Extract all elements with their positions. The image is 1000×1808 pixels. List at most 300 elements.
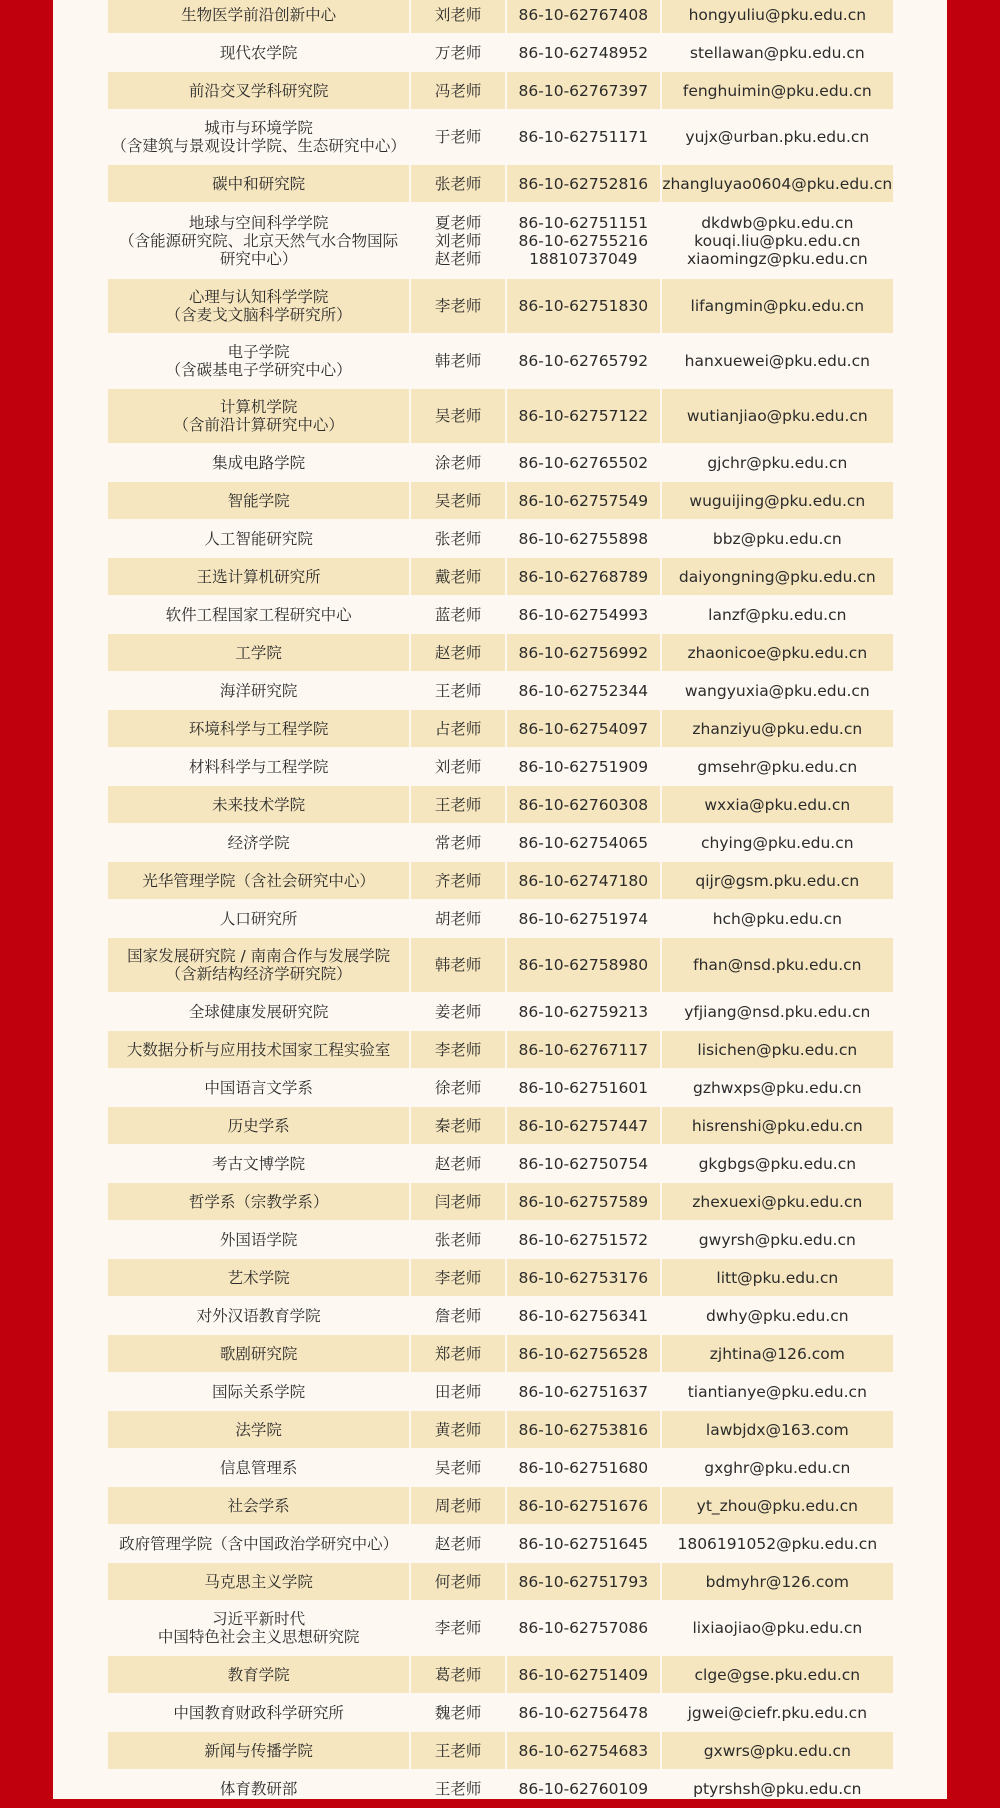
phone-cell-text: 86-10-62754065	[518, 833, 649, 852]
phone-cell-text: 18810737049	[529, 249, 638, 268]
contact-cell	[411, 1259, 505, 1296]
phone-cell-text: 86-10-62756478	[518, 1703, 649, 1722]
contact-cell-text: 魏老师	[434, 1703, 482, 1722]
unit-cell-text: 研究中心）	[219, 249, 298, 268]
phone-cell	[507, 748, 660, 785]
phone-cell-text: 86-10-62756341	[518, 1306, 649, 1325]
email-cell-text[interactable]: qijr@gsm.pku.edu.cn	[695, 871, 860, 890]
email-cell-text[interactable]: hongyuliu@pku.edu.cn	[688, 5, 867, 24]
table-row	[108, 1107, 893, 1144]
phone-cell	[507, 1221, 660, 1258]
phone-cell	[507, 824, 660, 861]
phone-cell	[507, 1563, 660, 1600]
contact-cell	[411, 596, 505, 633]
unit-cell-text: 环境科学与工程学院	[188, 719, 329, 738]
phone-cell	[507, 1335, 660, 1372]
unit-cell-text: 经济学院	[227, 833, 290, 852]
unit-cell-text: 习近平新时代	[212, 1610, 306, 1628]
unit-cell-text: 材料科学与工程学院	[188, 757, 329, 776]
email-cell-text[interactable]: yfjiang@nsd.pku.edu.cn	[684, 1002, 871, 1021]
email-cell-text[interactable]: hanxuewei@pku.edu.cn	[684, 352, 870, 370]
email-cell-text[interactable]: litt@pku.edu.cn	[716, 1268, 839, 1287]
unit-cell-text: 新闻与传播学院	[204, 1741, 313, 1760]
contact-cell	[411, 672, 505, 709]
phone-cell	[507, 482, 660, 519]
phone-cell-text: 86-10-62751909	[518, 757, 649, 776]
email-cell	[662, 1069, 893, 1106]
contact-cell	[411, 900, 505, 937]
unit-cell	[108, 1297, 409, 1334]
contact-cell-text: 赵老师	[434, 249, 482, 268]
email-cell-text[interactable]: dkdwb@pku.edu.cn	[701, 213, 854, 232]
table-row	[108, 1732, 893, 1769]
email-cell	[662, 110, 893, 164]
table-row	[108, 1297, 893, 1334]
email-cell-text[interactable]: kouqi.liu@pku.edu.cn	[694, 231, 861, 250]
contact-cell	[411, 862, 505, 899]
email-cell-text[interactable]: dwhy@pku.edu.cn	[706, 1306, 849, 1325]
contact-table	[108, 0, 893, 1808]
contact-cell-text: 李老师	[434, 1619, 482, 1637]
contact-cell	[411, 1145, 505, 1182]
phone-cell-text: 86-10-62755898	[518, 529, 649, 548]
table-row	[108, 1335, 893, 1372]
unit-cell	[108, 520, 409, 557]
email-cell	[662, 596, 893, 633]
phone-cell-text: 86-10-62760308	[518, 795, 649, 814]
phone-cell-text: 86-10-62756992	[518, 643, 649, 662]
contact-cell-text: 齐老师	[434, 871, 482, 890]
contact-cell-text: 刘老师	[434, 231, 482, 250]
unit-cell-text: 考古文博学院	[212, 1154, 306, 1173]
unit-cell-text: 碳中和研究院	[212, 174, 306, 193]
contact-cell-text: 闫老师	[434, 1192, 482, 1211]
phone-cell	[507, 1031, 660, 1068]
email-cell-text[interactable]: fenghuimin@pku.edu.cn	[682, 81, 872, 100]
phone-cell-text: 86-10-62753816	[518, 1420, 649, 1439]
table-row	[108, 1183, 893, 1220]
unit-cell	[108, 596, 409, 633]
email-cell	[662, 1525, 893, 1562]
email-cell-text[interactable]: fhan@nsd.pku.edu.cn	[693, 956, 862, 974]
phone-cell-text: 86-10-62753176	[518, 1268, 649, 1287]
unit-cell-text: 前沿交叉学科研究院	[188, 81, 329, 100]
contact-cell	[411, 1770, 505, 1807]
unit-cell-text: 歌剧研究院	[219, 1344, 298, 1363]
contact-cell	[411, 0, 505, 33]
unit-cell	[108, 1525, 409, 1562]
contact-cell	[411, 1107, 505, 1144]
email-cell	[662, 1259, 893, 1296]
phone-cell-text: 86-10-62756528	[518, 1344, 649, 1363]
contact-cell-text: 韩老师	[434, 352, 482, 370]
email-cell	[662, 558, 893, 595]
unit-cell	[108, 1656, 409, 1693]
unit-cell	[108, 203, 409, 278]
email-cell	[662, 72, 893, 109]
email-cell	[662, 1373, 893, 1410]
contact-cell-text: 黄老师	[434, 1420, 482, 1439]
contact-cell	[411, 1732, 505, 1769]
email-cell-text[interactable]: gxghr@pku.edu.cn	[704, 1458, 851, 1477]
email-cell-text[interactable]: zjhtina@126.com	[709, 1344, 845, 1363]
unit-cell	[108, 1563, 409, 1600]
unit-cell-text: 信息管理系	[219, 1458, 298, 1477]
table-row	[108, 1373, 893, 1410]
unit-cell	[108, 482, 409, 519]
contact-cell	[411, 993, 505, 1030]
contact-cell	[411, 1411, 505, 1448]
table-row	[108, 279, 893, 333]
email-cell-text[interactable]: 1806191052@pku.edu.cn	[677, 1534, 878, 1553]
email-cell-text[interactable]: tiantianye@pku.edu.cn	[687, 1382, 867, 1401]
contact-cell-text: 张老师	[434, 529, 482, 548]
phone-cell	[507, 558, 660, 595]
contact-cell	[411, 938, 505, 992]
email-cell-text[interactable]: zhangluyao0604@pku.edu.cn	[662, 174, 893, 193]
unit-cell-text: 哲学系（宗教学系）	[188, 1192, 329, 1211]
email-cell	[662, 710, 893, 747]
contact-cell-text: 刘老师	[434, 5, 482, 24]
email-cell	[662, 279, 893, 333]
email-cell	[662, 1770, 893, 1807]
table-row	[108, 1525, 893, 1562]
unit-cell	[108, 1031, 409, 1068]
contact-cell	[411, 1563, 505, 1600]
phone-cell	[507, 938, 660, 992]
email-cell-text[interactable]: gwyrsh@pku.edu.cn	[698, 1230, 856, 1249]
contact-cell	[411, 1221, 505, 1258]
email-cell-text[interactable]: bdmyhr@126.com	[705, 1572, 849, 1591]
contact-cell	[411, 482, 505, 519]
table-row	[108, 558, 893, 595]
unit-cell	[108, 748, 409, 785]
unit-cell-text: 外国语学院	[219, 1230, 298, 1249]
contact-cell	[411, 748, 505, 785]
email-cell	[662, 1411, 893, 1448]
email-cell-text[interactable]: stellawan@pku.edu.cn	[689, 43, 865, 62]
email-cell-text[interactable]: clge@gse.pku.edu.cn	[694, 1665, 861, 1684]
email-cell-text[interactable]: gjchr@pku.edu.cn	[707, 453, 848, 472]
contact-cell	[411, 444, 505, 481]
email-cell-text[interactable]: wxxia@pku.edu.cn	[704, 795, 851, 814]
contact-cell	[411, 203, 505, 278]
unit-cell-text: 现代农学院	[219, 43, 298, 62]
unit-cell-text: 地球与空间科学学院	[188, 213, 329, 232]
email-cell	[662, 1449, 893, 1486]
table-row	[108, 1656, 893, 1693]
phone-cell	[507, 710, 660, 747]
unit-cell-text: （含建筑与景观设计学院、生态研究中心）	[111, 137, 406, 155]
table-row	[108, 900, 893, 937]
unit-cell	[108, 1107, 409, 1144]
unit-cell-text: 法学院	[235, 1420, 282, 1439]
contact-cell-text: 吴老师	[434, 1458, 482, 1477]
contact-cell-text: 韩老师	[434, 956, 482, 974]
contact-cell	[411, 1449, 505, 1486]
phone-cell	[507, 1259, 660, 1296]
contact-cell	[411, 824, 505, 861]
contact-cell	[411, 786, 505, 823]
unit-cell	[108, 710, 409, 747]
table-row	[108, 748, 893, 785]
phone-cell-text: 86-10-62751830	[518, 297, 649, 315]
unit-cell	[108, 389, 409, 443]
phone-cell	[507, 672, 660, 709]
email-cell	[662, 824, 893, 861]
unit-cell	[108, 824, 409, 861]
unit-cell	[108, 165, 409, 202]
email-cell-text[interactable]: ptyrshsh@pku.edu.cn	[693, 1779, 862, 1798]
unit-cell-text: 心理与认知科学学院	[188, 288, 329, 306]
unit-cell	[108, 334, 409, 388]
email-cell	[662, 672, 893, 709]
email-cell	[662, 1183, 893, 1220]
phone-cell-text: 86-10-62747180	[518, 871, 649, 890]
email-cell-text[interactable]: zhaonicoe@pku.edu.cn	[687, 643, 868, 662]
contact-cell	[411, 1373, 505, 1410]
phone-cell-text: 86-10-62757549	[518, 491, 649, 510]
email-cell-text[interactable]: xiaomingz@pku.edu.cn	[686, 249, 868, 268]
email-cell-text[interactable]: zhanziyu@pku.edu.cn	[692, 719, 863, 738]
contact-cell-text: 徐老师	[434, 1078, 482, 1097]
phone-cell	[507, 334, 660, 388]
unit-cell-text: 国际关系学院	[212, 1382, 306, 1401]
phone-cell-text: 86-10-62750754	[518, 1154, 649, 1173]
unit-cell-text: 人口研究所	[219, 909, 298, 928]
email-cell	[662, 900, 893, 937]
email-cell-text[interactable]: jgwei@ciefr.pku.edu.cn	[687, 1703, 868, 1722]
email-cell-text[interactable]: bbz@pku.edu.cn	[712, 529, 842, 548]
phone-cell-text: 86-10-62751645	[518, 1534, 649, 1553]
email-cell-text[interactable]: yujx@urban.pku.edu.cn	[685, 128, 870, 146]
phone-cell-text: 86-10-62754683	[518, 1741, 649, 1760]
contact-cell	[411, 1525, 505, 1562]
unit-cell-text: 海洋研究院	[219, 681, 298, 700]
unit-cell-text: 智能学院	[227, 491, 290, 510]
phone-cell	[507, 72, 660, 109]
unit-cell-text: （含碳基电子学研究中心）	[165, 361, 352, 379]
table-row	[108, 1069, 893, 1106]
unit-cell-text: （含前沿计算研究中心）	[173, 416, 344, 434]
table-row	[108, 444, 893, 481]
contact-cell	[411, 1031, 505, 1068]
unit-cell	[108, 900, 409, 937]
unit-cell	[108, 1487, 409, 1524]
unit-cell	[108, 34, 409, 71]
unit-cell-text: 社会学系	[227, 1496, 290, 1515]
contact-cell-text: 张老师	[434, 1230, 482, 1249]
contact-cell-text: 戴老师	[434, 567, 482, 586]
table-row	[108, 72, 893, 109]
email-cell	[662, 389, 893, 443]
unit-cell	[108, 1335, 409, 1372]
email-cell	[662, 1221, 893, 1258]
unit-cell-text: 计算机学院	[219, 398, 298, 416]
contact-cell-text: 王老师	[434, 681, 482, 700]
email-cell-text[interactable]: lanzf@pku.edu.cn	[708, 605, 847, 624]
email-cell	[662, 862, 893, 899]
unit-cell-text: 城市与环境学院	[204, 119, 313, 137]
email-cell	[662, 482, 893, 519]
phone-cell	[507, 203, 660, 278]
email-cell-text[interactable]: hisrenshi@pku.edu.cn	[691, 1116, 863, 1135]
contact-cell-text: 占老师	[434, 719, 482, 738]
phone-cell	[507, 1183, 660, 1220]
unit-cell-text: 电子学院	[227, 343, 290, 361]
phone-cell	[507, 1297, 660, 1334]
contact-cell-text: 王老师	[434, 1779, 482, 1798]
phone-cell	[507, 1373, 660, 1410]
phone-cell-text: 86-10-62767397	[518, 81, 649, 100]
contact-cell-text: 吴老师	[434, 407, 482, 425]
email-cell	[662, 165, 893, 202]
unit-cell-text: 体育教研部	[219, 1779, 298, 1798]
table-row	[108, 1770, 893, 1807]
phone-cell	[507, 1449, 660, 1486]
unit-cell-text: 政府管理学院（含中国政治学研究中心）	[119, 1534, 399, 1553]
email-cell-text[interactable]: wutianjiao@pku.edu.cn	[686, 407, 868, 425]
phone-cell-text: 86-10-62760109	[518, 1779, 649, 1798]
contact-cell-text: 田老师	[434, 1382, 482, 1401]
phone-cell-text: 86-10-62759213	[518, 1002, 649, 1021]
phone-cell-text: 86-10-62751171	[518, 128, 649, 146]
phone-cell-text: 86-10-62755216	[518, 231, 649, 250]
email-cell-text[interactable]: chying@pku.edu.cn	[701, 833, 854, 852]
unit-cell	[108, 1732, 409, 1769]
email-cell-text[interactable]: gxwrs@pku.edu.cn	[703, 1741, 851, 1760]
table-row	[108, 824, 893, 861]
unit-cell-text: 王选计算机研究所	[196, 567, 321, 586]
contact-cell-text: 常老师	[434, 833, 482, 852]
unit-cell-text: （含能源研究院、北京天然气水合物国际	[119, 231, 399, 250]
email-cell-text[interactable]: lixiaojiao@pku.edu.cn	[692, 1619, 863, 1637]
phone-cell	[507, 1411, 660, 1448]
table-row	[108, 389, 893, 443]
contact-cell	[411, 389, 505, 443]
email-cell-text[interactable]: yt_zhou@pku.edu.cn	[696, 1496, 858, 1515]
email-cell-text[interactable]: daiyongning@pku.edu.cn	[678, 567, 876, 586]
phone-cell-text: 86-10-62768789	[518, 567, 649, 586]
email-cell	[662, 1107, 893, 1144]
email-cell	[662, 1145, 893, 1182]
table-row	[108, 1259, 893, 1296]
phone-cell-text: 86-10-62754097	[518, 719, 649, 738]
contact-cell	[411, 334, 505, 388]
contact-cell-text: 赵老师	[434, 1534, 482, 1553]
unit-cell	[108, 672, 409, 709]
phone-cell	[507, 1145, 660, 1182]
table-row	[108, 1601, 893, 1655]
table-row	[108, 1145, 893, 1182]
unit-cell	[108, 1449, 409, 1486]
email-cell	[662, 1031, 893, 1068]
contact-cell-text: 万老师	[434, 43, 482, 62]
unit-cell	[108, 1601, 409, 1655]
unit-cell-text: 大数据分析与应用技术国家工程实验室	[126, 1040, 391, 1059]
phone-cell	[507, 993, 660, 1030]
unit-cell-text: 集成电路学院	[212, 453, 306, 472]
contact-cell-text: 夏老师	[434, 213, 482, 232]
phone-cell-text: 86-10-62751793	[518, 1572, 649, 1591]
table-row	[108, 710, 893, 747]
email-cell-text[interactable]: hch@pku.edu.cn	[712, 909, 842, 928]
phone-cell-text: 86-10-62751601	[518, 1078, 649, 1097]
phone-cell-text: 86-10-62752816	[518, 174, 649, 193]
phone-cell	[507, 279, 660, 333]
contact-cell-text: 赵老师	[434, 643, 482, 662]
table-row	[108, 110, 893, 164]
email-cell	[662, 1656, 893, 1693]
table-row	[108, 993, 893, 1030]
email-cell	[662, 993, 893, 1030]
table-row	[108, 596, 893, 633]
unit-cell	[108, 1770, 409, 1807]
unit-cell	[108, 993, 409, 1030]
email-cell-text[interactable]: lawbjdx@163.com	[705, 1420, 849, 1439]
contact-cell	[411, 165, 505, 202]
email-cell	[662, 0, 893, 33]
table-row	[108, 482, 893, 519]
phone-cell	[507, 862, 660, 899]
unit-cell	[108, 72, 409, 109]
table-row	[108, 672, 893, 709]
email-cell-text[interactable]: gmsehr@pku.edu.cn	[697, 757, 858, 776]
contact-cell-text: 刘老师	[434, 757, 482, 776]
unit-cell	[108, 110, 409, 164]
email-cell-text[interactable]: gkgbgs@pku.edu.cn	[698, 1154, 857, 1173]
phone-cell	[507, 520, 660, 557]
table-row	[108, 165, 893, 202]
unit-cell-text: 全球健康发展研究院	[188, 1002, 329, 1021]
contact-cell-text: 姜老师	[434, 1002, 482, 1021]
table-row	[108, 1221, 893, 1258]
email-cell-text[interactable]: gzhwxps@pku.edu.cn	[693, 1078, 862, 1097]
table-row	[108, 203, 893, 278]
table-row	[108, 1449, 893, 1486]
unit-cell-text: （含新结构经济学研究院）	[165, 965, 352, 983]
table-row	[108, 786, 893, 823]
email-cell-text[interactable]: lisichen@pku.edu.cn	[697, 1040, 858, 1059]
contact-cell-text: 胡老师	[434, 909, 482, 928]
email-cell	[662, 748, 893, 785]
email-cell	[662, 1601, 893, 1655]
unit-cell-text: 工学院	[235, 643, 282, 662]
phone-cell-text: 86-10-62757589	[518, 1192, 649, 1211]
phone-cell	[507, 900, 660, 937]
email-cell	[662, 1297, 893, 1334]
email-cell	[662, 520, 893, 557]
email-cell-text[interactable]: lifangmin@pku.edu.cn	[690, 297, 865, 315]
unit-cell	[108, 1183, 409, 1220]
table-row	[108, 1031, 893, 1068]
phone-cell-text: 86-10-62751680	[518, 1458, 649, 1477]
contact-cell-text: 秦老师	[434, 1116, 482, 1135]
contact-cell-text: 王老师	[434, 795, 482, 814]
unit-cell-text: 中国语言文学系	[204, 1078, 313, 1097]
unit-cell-text: 人工智能研究院	[204, 529, 313, 548]
email-cell-text[interactable]: wuguijing@pku.edu.cn	[689, 491, 866, 510]
email-cell-text[interactable]: wangyuxia@pku.edu.cn	[684, 681, 870, 700]
contact-cell	[411, 1297, 505, 1334]
unit-cell	[108, 558, 409, 595]
phone-cell	[507, 0, 660, 33]
contact-cell-text: 张老师	[434, 174, 482, 193]
unit-cell	[108, 1069, 409, 1106]
table-row	[108, 34, 893, 71]
email-cell-text[interactable]: zhexuexi@pku.edu.cn	[692, 1192, 863, 1211]
contact-cell	[411, 279, 505, 333]
